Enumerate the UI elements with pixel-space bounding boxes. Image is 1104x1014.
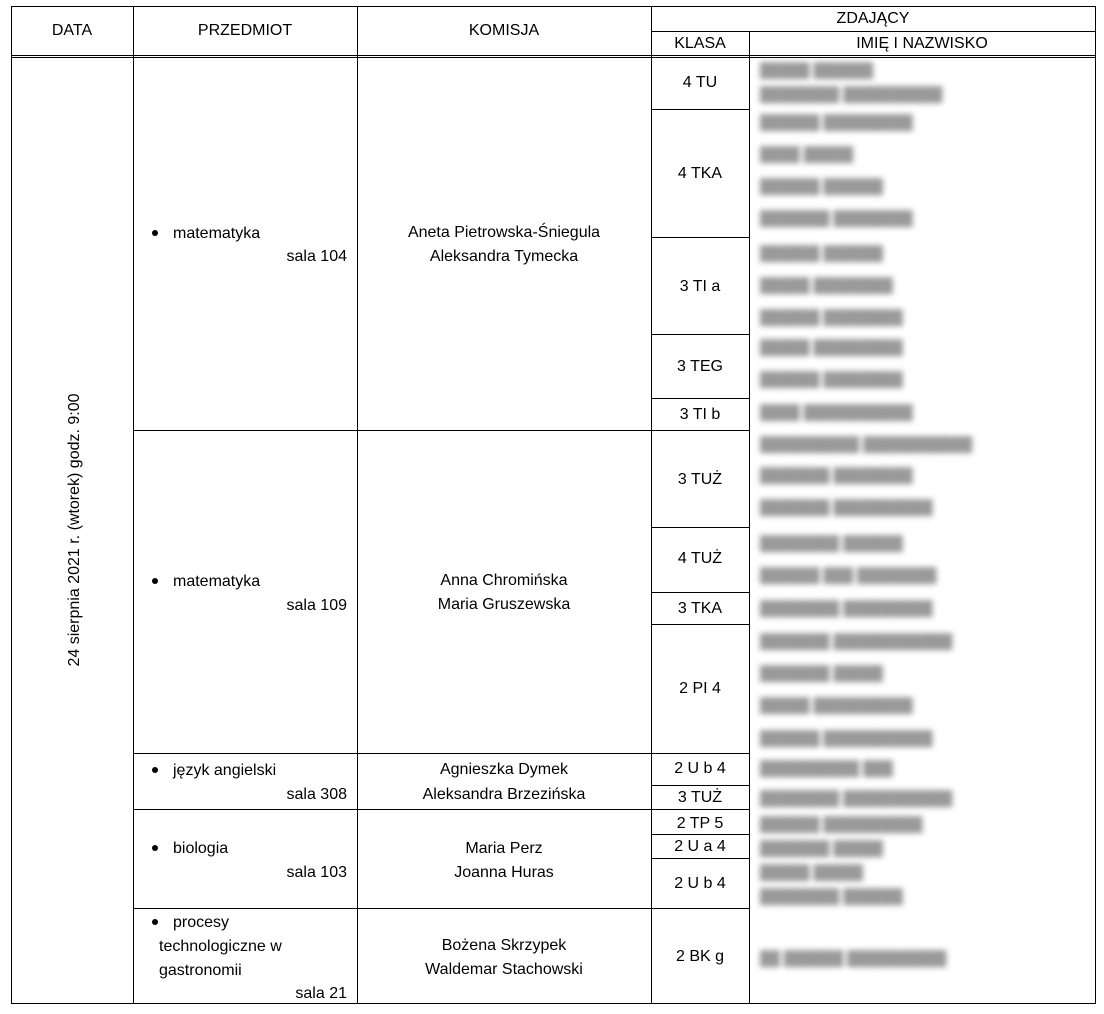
commission-member: Bożena Skrzypek <box>441 937 567 954</box>
student-name-redacted: ███████ ████████████ <box>760 633 953 649</box>
subject-name: biologia <box>173 840 229 857</box>
class-label: 2 U a 4 <box>674 838 726 855</box>
student-name-redacted: █████ █████████ <box>760 339 903 355</box>
class-separator <box>651 398 750 399</box>
header-separator <box>11 55 1096 56</box>
class-label: 3 TI a <box>679 278 721 295</box>
student-name-redacted: ██████ ████████ <box>760 309 903 325</box>
subject-name-line: technologiczne w <box>159 938 282 955</box>
header-separator-2 <box>11 57 1096 58</box>
commission-member: Aneta Pietrowska-Śniegula <box>407 224 601 241</box>
student-name-redacted: ██████ ██████ <box>760 178 883 194</box>
class-separator <box>651 527 750 528</box>
student-name-redacted: ██████ █████████ <box>760 114 913 130</box>
student-name-redacted: █████ ██████ <box>760 62 873 78</box>
class-separator <box>651 334 750 335</box>
header-zdajacy: ZDAJĄCY <box>836 10 910 27</box>
table-border-right <box>1095 6 1096 1004</box>
subject-name: matematyka <box>173 573 261 590</box>
student-name-redacted: ██████████ ███ <box>760 760 893 776</box>
student-name-redacted: ████████ ██████ <box>760 535 903 551</box>
group-separator <box>133 753 750 754</box>
subject-room: sala 103 <box>286 864 347 881</box>
commission-member: Joanna Huras <box>454 864 554 881</box>
class-label: 2 BK g <box>675 948 725 965</box>
class-label: 3 TKA <box>677 600 723 617</box>
commission-member: Aleksandra Brzezińska <box>422 786 586 803</box>
class-label: 4 TU <box>682 74 718 91</box>
header-data: DATA <box>51 22 93 39</box>
class-separator <box>651 109 750 110</box>
student-name-redacted: ███████ █████ <box>760 665 883 681</box>
subject-name-line: procesy <box>173 914 230 931</box>
bullet-icon <box>152 845 158 851</box>
student-name-redacted: ███████ █████ <box>760 840 883 856</box>
commission-member: Aleksandra Tymecka <box>429 248 579 265</box>
table-border-top <box>11 6 1096 7</box>
student-name-redacted: ██████ ██████████ <box>760 816 923 832</box>
student-name-redacted: █████ ██████████ <box>760 697 913 713</box>
subject-name: język angielski <box>173 762 277 779</box>
student-name-redacted: ██████ ██████ <box>760 245 883 261</box>
student-name-redacted: ██████████ ███████████ <box>760 436 973 452</box>
student-name-redacted: ████ ███████████ <box>760 404 913 420</box>
class-label: 2 U b 4 <box>674 760 726 777</box>
student-name-redacted: ██ ██████ ██████████ <box>760 950 947 966</box>
class-separator <box>651 237 750 238</box>
commission-member: Maria Perz <box>465 840 543 857</box>
header-komisja: KOMISJA <box>468 22 540 39</box>
header-przedmiot: PRZEDMIOT <box>197 22 293 39</box>
header-klasa: KLASA <box>674 35 726 52</box>
bullet-icon <box>152 919 158 925</box>
class-separator <box>651 785 750 786</box>
group-separator <box>133 430 750 431</box>
student-name-redacted: ████ █████ <box>760 146 854 162</box>
subject-room: sala 21 <box>295 985 347 1002</box>
col-line-data <box>133 6 134 1004</box>
bullet-icon <box>152 230 158 236</box>
class-label: 3 TI b <box>679 406 721 423</box>
class-separator <box>651 858 750 859</box>
table-border-left <box>11 6 12 1004</box>
class-label: 3 TUŻ <box>677 471 723 488</box>
subject-room: sala 104 <box>286 248 347 265</box>
student-name-redacted: ██████ ████████ <box>760 371 903 387</box>
student-name-redacted: ██████ ███ ████████ <box>760 567 937 583</box>
class-label: 3 TUŻ <box>677 789 723 806</box>
class-separator <box>651 624 750 625</box>
exam-date: 24 sierpnia 2021 r. (wtorek) godz. 9:00 <box>66 393 83 667</box>
class-separator <box>651 834 750 835</box>
student-name-redacted: ████████ █████████ <box>760 600 933 616</box>
student-name-redacted: █████ ████████ <box>760 277 893 293</box>
student-name-redacted: ███████ ██████████ <box>760 499 933 515</box>
class-label: 2 U b 4 <box>674 875 726 892</box>
table-border-bottom <box>11 1003 1096 1004</box>
group-separator <box>133 908 750 909</box>
subject-room: sala 308 <box>286 786 347 803</box>
group-separator <box>133 809 750 810</box>
commission-member: Waldemar Stachowski <box>425 961 583 978</box>
student-name-redacted: ██████ ███████████ <box>760 730 933 746</box>
student-name-redacted: ████████ ██████████ <box>760 86 943 102</box>
bullet-icon <box>152 578 158 584</box>
subject-name-line: gastronomii <box>159 962 242 979</box>
student-name-redacted: █████ █████ <box>760 864 864 880</box>
class-label: 3 TEG <box>677 358 723 375</box>
class-separator <box>651 592 750 593</box>
commission-member: Maria Gruszewska <box>437 596 571 613</box>
class-label: 4 TKA <box>677 165 723 182</box>
bullet-icon <box>152 767 158 773</box>
header-imie-nazwisko: IMIĘ I NAZWISKO <box>856 35 988 52</box>
subject-name: matematyka <box>173 225 261 242</box>
student-name-redacted: ███████ ████████ <box>760 467 913 483</box>
commission-member: Agnieszka Dymek <box>439 761 569 778</box>
commission-member: Anna Chromińska <box>440 572 568 589</box>
zdajacy-sub-separator <box>651 31 1096 32</box>
class-label: 4 TUŻ <box>677 550 723 567</box>
student-name-redacted: ███████ ████████ <box>760 210 913 226</box>
student-name-redacted: ████████ ██████ <box>760 888 903 904</box>
subject-room: sala 109 <box>286 597 347 614</box>
student-name-redacted: ████████ ███████████ <box>760 790 953 806</box>
class-label: 2 PI 4 <box>679 680 721 697</box>
class-label: 2 TP 5 <box>676 815 724 832</box>
